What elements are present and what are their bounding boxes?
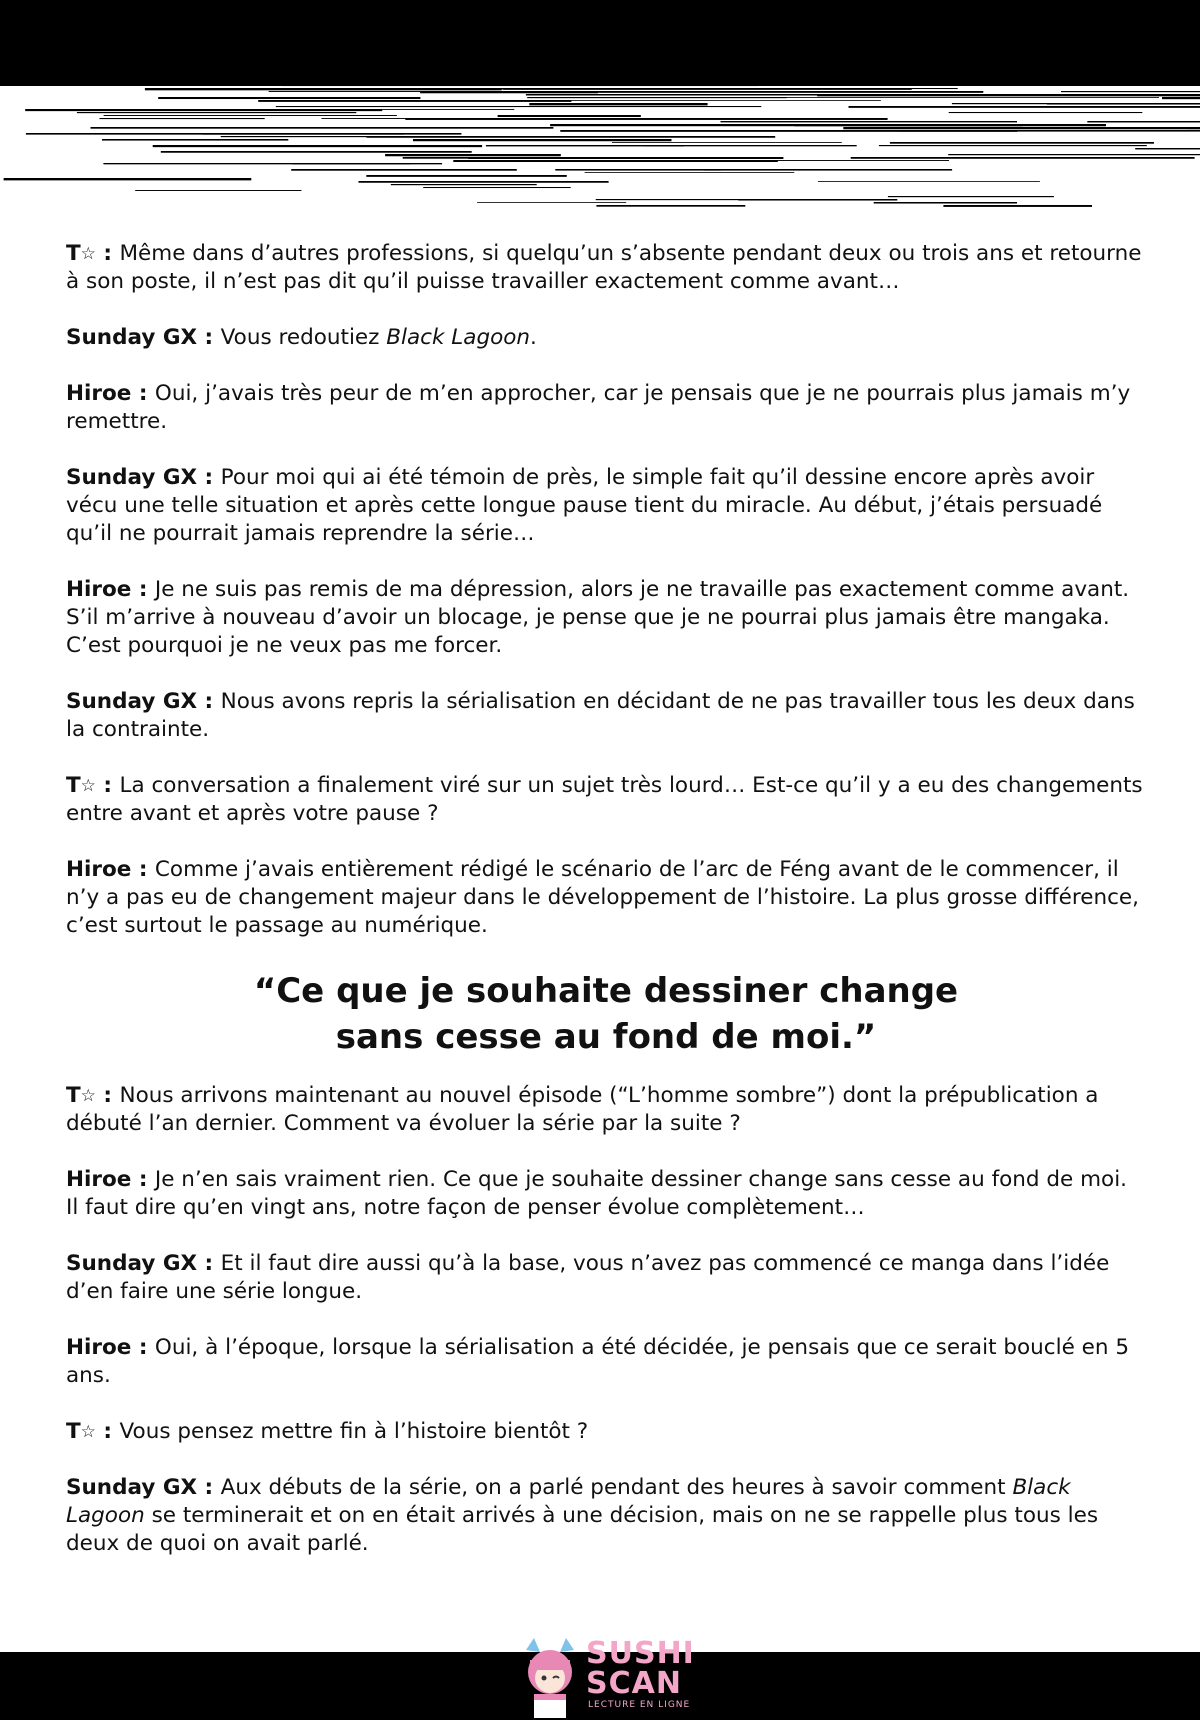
speed-line <box>849 106 1200 108</box>
speed-line <box>26 133 462 135</box>
speed-line <box>320 100 881 101</box>
speed-line <box>498 115 641 117</box>
speaker-label: Sunday GX <box>66 1251 198 1276</box>
interview-paragraph <box>66 380 1146 436</box>
interview-paragraph <box>66 1166 1146 1222</box>
interview-paragraph <box>66 324 1146 352</box>
interview-paragraph <box>66 1334 1146 1390</box>
speaker-label: Sunday GX <box>66 325 198 350</box>
speed-line <box>943 205 1092 207</box>
italic-title: Black Lagoon <box>386 325 531 350</box>
speed-line <box>468 157 783 159</box>
speaker-label: Hiroe <box>66 577 132 602</box>
star-icon: ☆ <box>80 1086 96 1106</box>
interview-paragraph <box>66 240 1146 296</box>
interview-part-1 <box>66 240 1146 940</box>
speed-line <box>948 154 1200 155</box>
top-black-band <box>0 0 1200 86</box>
speaker-label: Sunday GX <box>66 689 198 714</box>
speed-line <box>1059 130 1200 131</box>
speaker-label: T <box>66 1083 81 1108</box>
speed-line <box>704 169 952 171</box>
speed-line <box>158 97 420 99</box>
paragraph-text: Même dans d’autres professions, si quelqu’un s’absente pendant deux ou trois ans et retourne à son poste, il n’est pas dit qu’il puisse travailler exactement comme avant… <box>66 241 1142 294</box>
speed-line <box>818 181 1040 182</box>
speed-line <box>175 109 515 110</box>
speaker-separator: : <box>95 1083 120 1108</box>
paragraph-text: La conversation a finalement viré sur un sujet très lourd… Est-ce qu’il y a eu des changements entre avant et après votre pause ? <box>66 773 1143 826</box>
speed-line <box>874 202 1017 204</box>
speed-line <box>423 187 571 188</box>
speed-line <box>291 169 517 171</box>
speed-line <box>596 199 755 200</box>
speaker-separator: : <box>197 325 221 350</box>
speaker-label: Hiroe <box>66 1167 132 1192</box>
interview-paragraph <box>66 688 1146 744</box>
speaker-label: T <box>66 241 81 266</box>
logo-text-scan: SCAN <box>586 1666 682 1701</box>
speaker-label: Hiroe <box>66 381 132 406</box>
speed-line <box>293 163 443 164</box>
speed-line <box>104 115 397 116</box>
speed-line <box>4 178 252 180</box>
section-heading <box>66 968 1146 1060</box>
paragraph-text: Comme j’avais entièrement rédigé le scénario de l’arc de Féng avant de le commencer, il n’y a pas eu de changement majeur dans le développement de l’histoire. La plus grosse différence, c’est surtout le passage au numérique. <box>66 857 1139 938</box>
speaker-label: Hiroe <box>66 1335 132 1360</box>
speed-line <box>102 139 288 141</box>
speaker-label: Sunday GX <box>66 465 198 490</box>
logo-tagline: LECTURE EN LIGNE <box>588 1700 691 1710</box>
speaker-label: Hiroe <box>66 857 132 882</box>
speaker-label: T <box>66 1419 81 1444</box>
speaker-separator: : <box>131 577 155 602</box>
interview-paragraph <box>66 464 1146 548</box>
speed-line <box>341 82 881 84</box>
speed-line <box>612 142 842 143</box>
speaker-label: T <box>66 773 81 798</box>
speed-line <box>153 145 482 147</box>
speaker-separator: : <box>197 689 221 714</box>
speed-line <box>161 151 472 153</box>
speed-line <box>879 145 1147 146</box>
speed-line <box>890 142 1154 144</box>
speaker-separator: : <box>95 241 120 266</box>
speed-line <box>527 97 786 98</box>
paragraph-text: Nous avons repris la sérialisation en décidant de ne pas travailler tous les deux dans la contrainte. <box>66 689 1135 742</box>
paragraph-text: Je n’en sais vraiment rien. Ce que je souhaite dessiner change sans cesse au fond de moi. Il faut dire qu’en vingt ans, notre façon de penser évolue complètement… <box>66 1167 1128 1220</box>
speed-line <box>91 127 554 129</box>
sushi-scan-logo <box>520 1636 710 1720</box>
interview-content <box>66 240 1146 1586</box>
speed-line <box>1061 91 1200 92</box>
speaker-separator: : <box>131 857 155 882</box>
speaker-separator: : <box>197 1475 221 1500</box>
speed-line <box>768 97 1159 98</box>
speed-line <box>585 172 795 173</box>
speaker-separator: : <box>131 1167 155 1192</box>
heading-line-1: “Ce que je souhaite dessiner change <box>253 971 959 1011</box>
speed-line <box>529 103 707 105</box>
speed-line <box>1188 127 1200 129</box>
interview-paragraph <box>66 1474 1146 1558</box>
interview-paragraph <box>66 772 1146 828</box>
interview-paragraph <box>66 576 1146 660</box>
logo-text-sushi: SUSHI <box>586 1636 695 1671</box>
interview-part-2 <box>66 1082 1146 1558</box>
speed-line <box>385 154 561 156</box>
interview-paragraph <box>66 1250 1146 1306</box>
speaker-separator: : <box>197 465 221 490</box>
speed-line <box>888 196 1054 197</box>
speed-line <box>77 112 356 113</box>
star-icon: ☆ <box>80 244 96 264</box>
speed-line <box>413 139 672 141</box>
paragraph-text: Nous arrivons maintenant au nouvel épisode (“L’homme sombre”) dont la prépublication a débuté l’an dernier. Comment va évoluer la série par la suite ? <box>66 1083 1099 1136</box>
paragraph-text: . <box>530 325 537 350</box>
star-icon: ☆ <box>80 776 96 796</box>
speed-line <box>367 136 776 138</box>
paragraph-text: Pour moi qui ai été témoin de près, le simple fait qu’il dessine encore après avoir vécu une telle situation et après cette longue pause tient du miracle. Au début, j’étais persuadé qu’il ne pourrait jamais reprendre la série… <box>66 465 1103 546</box>
speed-line <box>1087 121 1200 122</box>
paragraph-text: se terminerait et on en était arrivés à une décision, mais on ne se rappelle plus tous les deux de quoi on avait parlé. <box>66 1503 1099 1556</box>
heading-line-2: sans cesse au fond de moi.” <box>335 1017 877 1057</box>
interview-paragraph <box>66 856 1146 940</box>
speaker-separator: : <box>131 381 155 406</box>
speed-line <box>276 106 762 107</box>
speaker-separator: : <box>197 1251 221 1276</box>
speed-line <box>585 85 813 86</box>
paragraph-text: Vous pensez mettre fin à l’histoire bientôt ? <box>119 1419 589 1444</box>
speed-line <box>949 112 1143 113</box>
paragraph-text: Oui, j’avais très peur de m’en approcher, car je pensais que je ne pourrais plus jamais m’y remettre. <box>66 381 1131 434</box>
speed-line <box>391 184 537 185</box>
italic-title: Black Lagoon <box>66 1475 1071 1528</box>
speed-lines-decoration <box>0 80 1200 210</box>
speed-line <box>135 190 301 191</box>
speed-line <box>657 88 958 89</box>
speed-line <box>1162 97 1200 99</box>
speed-line <box>644 145 857 146</box>
speed-line <box>359 181 609 183</box>
speed-line <box>843 127 1200 129</box>
speed-line <box>366 175 567 177</box>
speed-line <box>555 169 721 171</box>
speed-line <box>1135 148 1200 149</box>
speed-line <box>851 157 1195 159</box>
speed-line <box>526 94 896 96</box>
speed-line <box>322 118 594 119</box>
speaker-separator: : <box>95 773 120 798</box>
paragraph-text: Vous redoutiez <box>220 325 387 350</box>
interview-paragraph <box>66 1082 1146 1138</box>
speaker-separator: : <box>131 1335 155 1360</box>
speaker-label: Sunday GX <box>66 1475 198 1500</box>
speed-line <box>100 118 265 119</box>
speed-line <box>560 130 1017 132</box>
paragraph-text: Et il faut dire aussi qu’à la base, vous n’avez pas commencé ce manga dans l’idée d’en faire une série longue. <box>66 1251 1110 1304</box>
speed-line <box>477 202 626 203</box>
speed-line <box>738 199 897 201</box>
speed-line <box>596 205 745 207</box>
mascot-icon <box>520 1636 580 1720</box>
paragraph-text: Oui, à l’époque, lorsque la sérialisation a été décidée, je pensais que ce serait bouclé en 5 ans. <box>66 1335 1129 1388</box>
star-icon: ☆ <box>80 1422 96 1442</box>
interview-paragraph <box>66 1418 1146 1446</box>
speed-line <box>550 124 1023 126</box>
speed-line <box>453 160 778 162</box>
speed-line <box>952 103 1200 104</box>
speed-line <box>721 121 1018 122</box>
speaker-separator: : <box>95 1419 120 1444</box>
speed-line <box>269 91 623 92</box>
paragraph-text: Je ne suis pas remis de ma dépression, alors je ne travaille pas exactement comme avant. S’il m’arrive à nouveau d’avoir un blocage, je pense que je ne pourrai plus jamais être mangaka. C’est pourquoi je ne veux pas me forcer. <box>66 577 1130 658</box>
paragraph-text: Aux débuts de la série, on a parlé pendant des heures à savoir comment <box>220 1475 1013 1500</box>
